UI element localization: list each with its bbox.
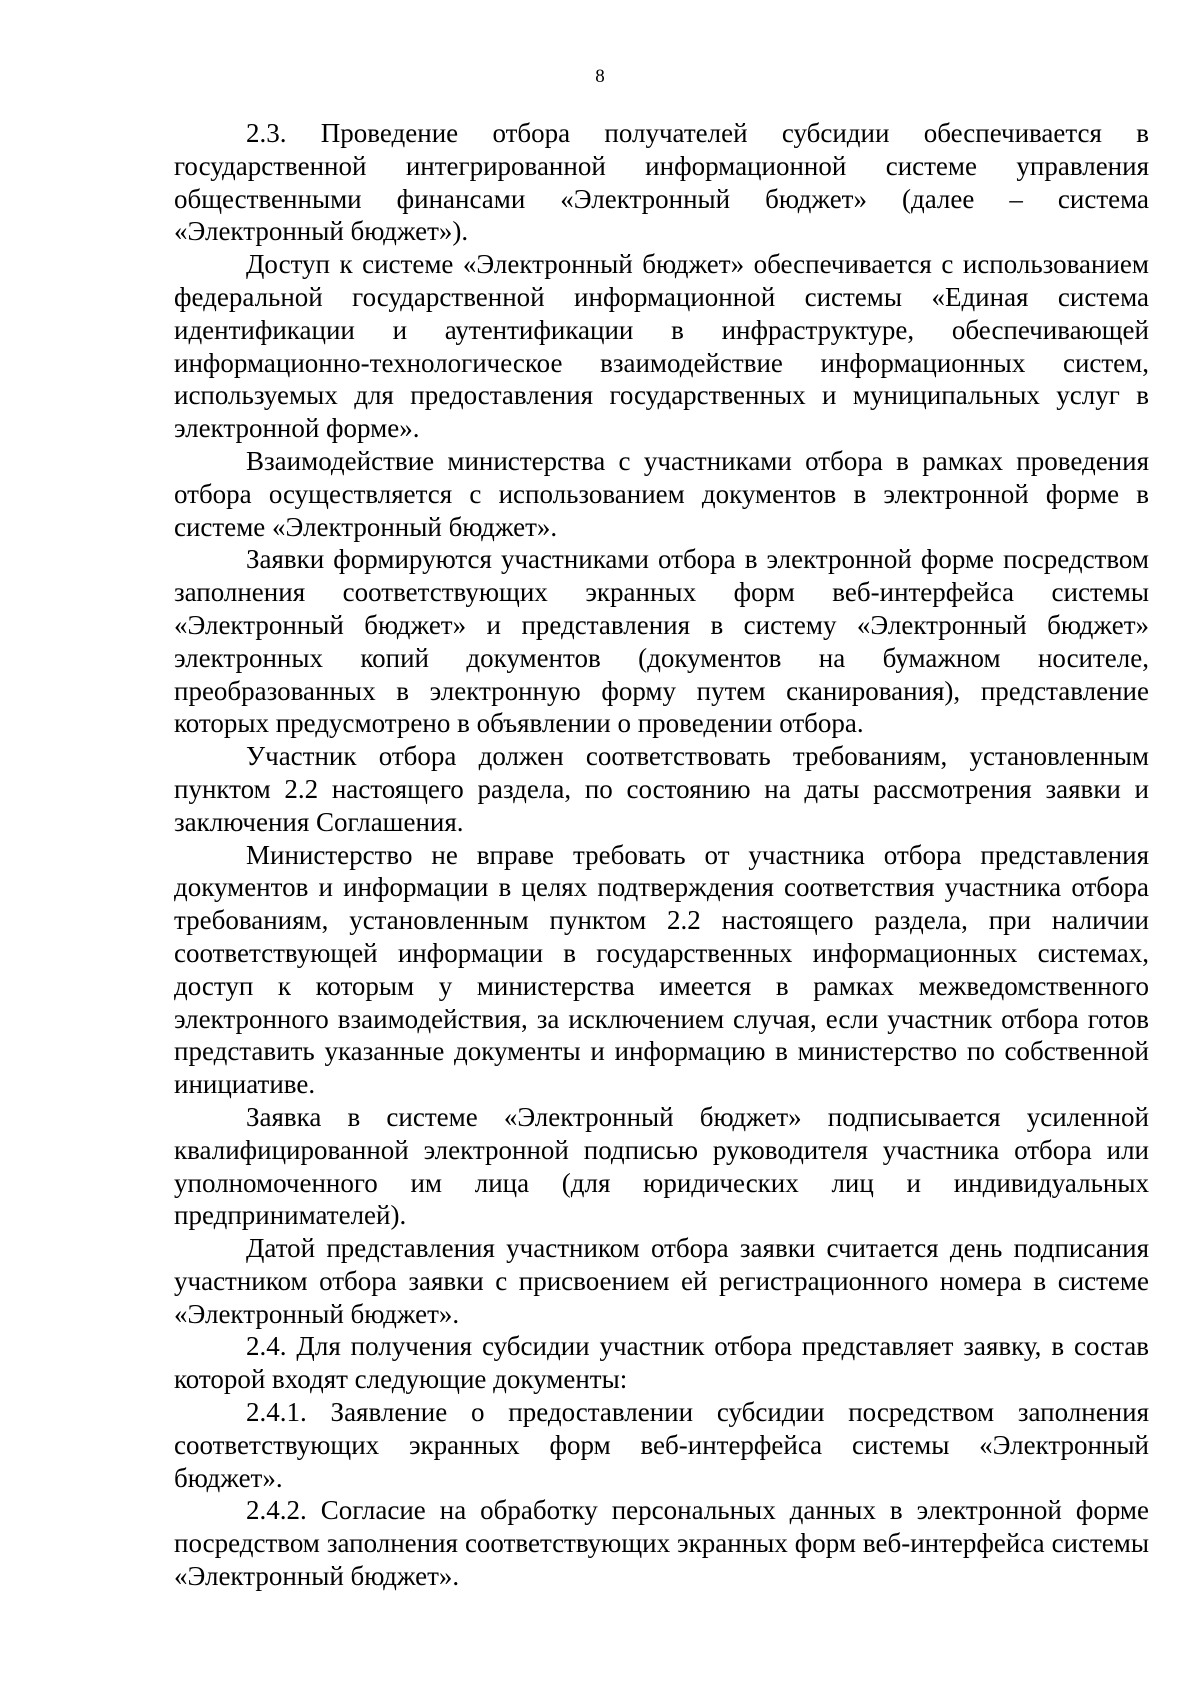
- paragraph-signature: Заявка в системе «Электронный бюджет» подписывается усиленной квалифицированной электронной подписью руководителя участника отбора или уполномоченного им лица (для юридических лиц и индивидуальных предпринимателей).: [174, 1101, 1149, 1231]
- paragraph-2-4-2: 2.4.2. Согласие на обработку персональных данных в электронной форме посредством заполнения соответствующих экранных форм веб-интерфейса системы «Электронный бюджет».: [174, 1495, 1149, 1592]
- document-body: [174, 117, 1149, 1593]
- paragraph-ministry-restrictions: Министерство не вправе требовать от участника отбора представления документов и информации в целях подтверждения соответствия участника отбора требованиям, установленным пунктом 2.2 настоящего раздела, при наличии соответствующей информации в государственных информационных системах, доступ к которым у министерства имеется в рамках межведомственного электронного взаимодействия, за исключением случая, если участник отбора готов представить указанные документы и информацию в министерство по собственной инициативе.: [174, 839, 1149, 1100]
- paragraph-access: Доступ к системе «Электронный бюджет» обеспечивается с использованием федеральной государственной информационной системы «Единая система идентификации и аутентификации в инфраструктуре, обеспечивающей информационно-технологическое взаимодействие информационных систем, используемых для предоставления государственных и муниципальных услуг в электронной форме».: [174, 249, 1149, 444]
- paragraph-interaction: Взаимодействие министерства с участниками отбора в рамках проведения отбора осуществляется с использованием документов в электронной форме в системе «Электронный бюджет».: [174, 445, 1149, 542]
- paragraph-2-3: 2.3. Проведение отбора получателей субсидии обеспечивается в государственной интегрированной информационной системе управления общественными финансами «Электронный бюджет» (далее – система «Электронный бюджет»).: [174, 118, 1149, 247]
- paragraph-2-4: 2.4. Для получения субсидии участник отбора представляет заявку, в состав которой входят следующие документы:: [174, 1331, 1149, 1395]
- paragraph-participant-requirements: Участник отбора должен соответствовать требованиям, установленным пунктом 2.2 настоящего раздела, по состоянию на даты рассмотрения заявки и заключения Соглашения.: [174, 741, 1149, 837]
- page-number: 8: [595, 66, 605, 87]
- paragraph-applications: Заявки формируются участниками отбора в электронной форме посредством заполнения соответствующих экранных форм веб-интерфейса системы «Электронный бюджет» и представления в систему «Электронный бюджет» электронных копий документов (документов на бумажном носителе, преобразованных в электронную форму путем сканирования), представление которых предусмотрено в объявлении о проведении отбора.: [174, 544, 1149, 739]
- paragraph-submission-date: Датой представления участником отбора заявки считается день подписания участником отбора заявки с присвоением ей регистрационного номера в системе «Электронный бюджет».: [174, 1233, 1149, 1329]
- paragraph-2-4-1: 2.4.1. Заявление о предоставлении субсидии посредством заполнения соответствующих экранных форм веб-интерфейса системы «Электронный бюджет».: [174, 1397, 1149, 1493]
